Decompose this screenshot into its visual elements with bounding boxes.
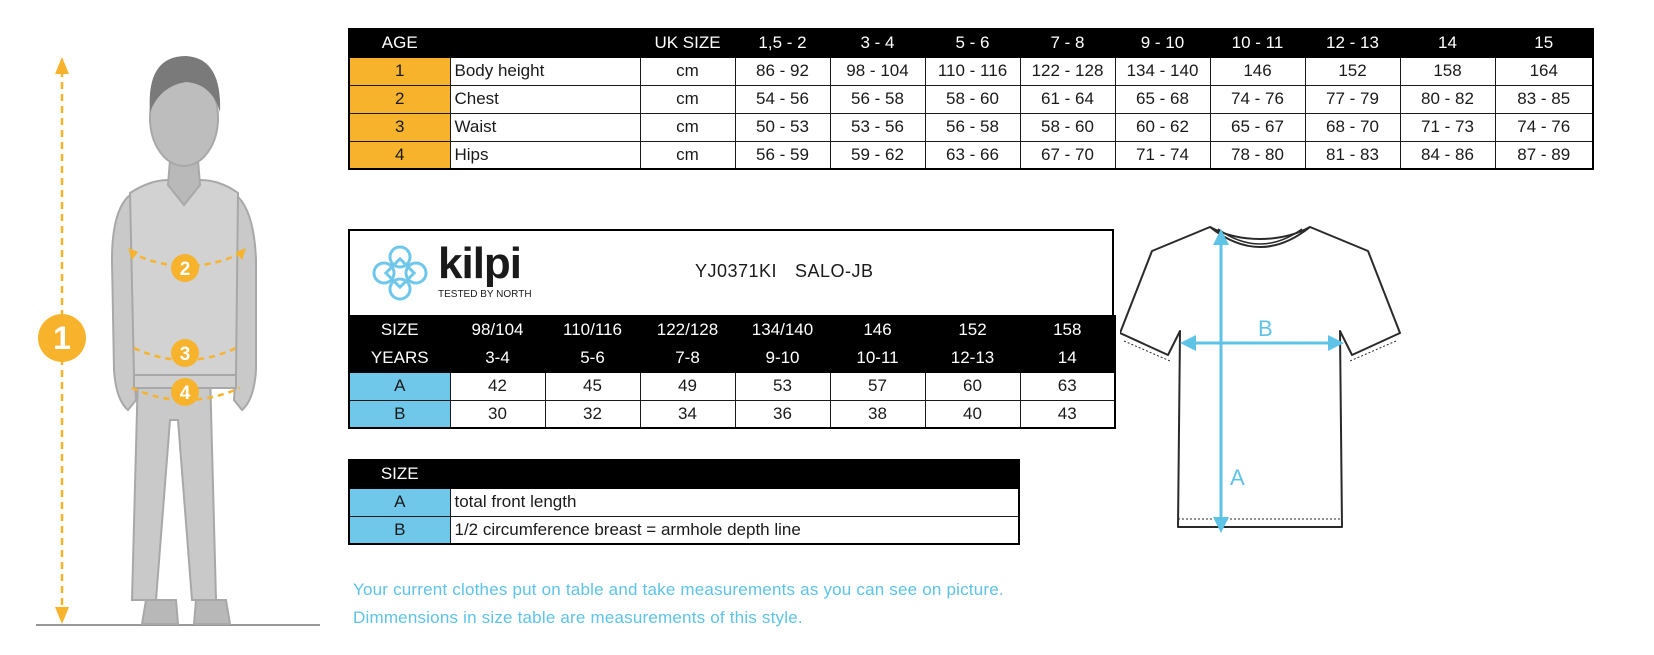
table-row [349, 516, 1019, 544]
value-cell: 83 - 85 [1495, 85, 1593, 113]
value-cell: 74 - 76 [1210, 85, 1305, 113]
value-cell: 36 [735, 400, 830, 428]
value-cell: 40 [925, 400, 1020, 428]
value-cell: 49 [640, 372, 735, 400]
legend-header-blank [450, 460, 1019, 488]
header-cell: AGE [349, 29, 450, 57]
value-cell: 87 - 89 [1495, 141, 1593, 169]
product-size-table [348, 315, 1116, 429]
header-cell: UK SIZE [640, 29, 735, 57]
measurement-name: Body height [450, 57, 640, 85]
row-number: 3 [349, 113, 450, 141]
value-cell: 84 - 86 [1400, 141, 1495, 169]
height-arrow-bottom [55, 607, 69, 624]
size-cell: 158 [1020, 316, 1115, 344]
value-cell: 65 - 68 [1115, 85, 1210, 113]
table-row [349, 85, 1593, 113]
header-cell: 1,5 - 2 [735, 29, 830, 57]
value-cell: 56 - 59 [735, 141, 830, 169]
size-cell: 98/104 [450, 316, 545, 344]
unit-cell: cm [640, 113, 735, 141]
value-cell: 60 - 62 [1115, 113, 1210, 141]
years-cell: 12-13 [925, 344, 1020, 372]
brand-tagline: TESTED BY NORTH [438, 289, 532, 300]
value-cell: 80 - 82 [1400, 85, 1495, 113]
header-cell: 14 [1400, 29, 1495, 57]
value-cell: 38 [830, 400, 925, 428]
table-row [349, 488, 1019, 516]
value-cell: 67 - 70 [1020, 141, 1115, 169]
value-cell: 56 - 58 [925, 113, 1020, 141]
height-arrow-top [55, 57, 69, 74]
value-cell: 32 [545, 400, 640, 428]
value-cell: 65 - 67 [1210, 113, 1305, 141]
value-cell: 30 [450, 400, 545, 428]
years-cell: 14 [1020, 344, 1115, 372]
value-cell: 86 - 92 [735, 57, 830, 85]
value-cell: 152 [1305, 57, 1400, 85]
value-cell: 59 - 62 [830, 141, 925, 169]
row-letter: A [349, 372, 450, 400]
years-cell: 7-8 [640, 344, 735, 372]
legend-description: total front length [450, 488, 1019, 516]
legend-header-cell: SIZE [349, 460, 450, 488]
value-cell: 78 - 80 [1210, 141, 1305, 169]
value-cell: 45 [545, 372, 640, 400]
table-row [349, 141, 1593, 169]
unit-cell: cm [640, 141, 735, 169]
table-row [349, 113, 1593, 141]
product-header-box [348, 229, 1114, 315]
marker-2-label: 2 [179, 259, 191, 280]
size-cell: 110/116 [545, 316, 640, 344]
header-cell: 9 - 10 [1115, 29, 1210, 57]
age-size-table [348, 28, 1594, 170]
top-table-header [349, 29, 1593, 57]
value-cell: 122 - 128 [1020, 57, 1115, 85]
measurement-name: Waist [450, 113, 640, 141]
brand-name: kilpi [438, 239, 522, 288]
value-cell: 57 [830, 372, 925, 400]
value-cell: 60 [925, 372, 1020, 400]
dimensions-note: Dimmensions in size table are measurements of this style. [353, 608, 803, 627]
value-cell: 63 - 66 [925, 141, 1020, 169]
child-measurement-figure [0, 0, 340, 655]
value-cell: 146 [1210, 57, 1305, 85]
header-cell [450, 29, 640, 57]
value-cell: 54 - 56 [735, 85, 830, 113]
row-number: 4 [349, 141, 450, 169]
value-cell: 77 - 79 [1305, 85, 1400, 113]
years-cell: 5-6 [545, 344, 640, 372]
value-cell: 43 [1020, 400, 1115, 428]
header-cell: 10 - 11 [1210, 29, 1305, 57]
value-cell: 34 [640, 400, 735, 428]
years-cell: 9-10 [735, 344, 830, 372]
value-cell: 98 - 104 [830, 57, 925, 85]
row-letter: B [349, 400, 450, 428]
tshirt-outline [1120, 227, 1400, 527]
shirt-label-a: A [1230, 465, 1245, 490]
measurement-legend-table [348, 459, 1020, 545]
value-cell: 58 - 60 [925, 85, 1020, 113]
size-cell: 134/140 [735, 316, 830, 344]
legend-header [349, 460, 1019, 488]
instruction-note: Your current clothes put on table and take measurements as you can see on picture. [353, 580, 1004, 599]
row-number: 2 [349, 85, 450, 113]
value-cell: 50 - 53 [735, 113, 830, 141]
years-cell: YEARS [349, 344, 450, 372]
value-cell: 74 - 76 [1495, 113, 1593, 141]
value-cell: 56 - 58 [830, 85, 925, 113]
value-cell: 63 [1020, 372, 1115, 400]
value-cell: 164 [1495, 57, 1593, 85]
value-cell: 68 - 70 [1305, 113, 1400, 141]
header-cell: 3 - 4 [830, 29, 925, 57]
product-code: YJ0371KI [695, 261, 778, 281]
marker-1-label: 1 [53, 320, 71, 356]
size-row [349, 316, 1115, 344]
value-cell: 53 [735, 372, 830, 400]
legend-description: 1/2 circumference breast = armhole depth line [450, 516, 1019, 544]
value-cell: 58 - 60 [1020, 113, 1115, 141]
tshirt-diagram [1120, 215, 1420, 545]
table-row [349, 372, 1115, 400]
size-cell: 122/128 [640, 316, 735, 344]
value-cell: 158 [1400, 57, 1495, 85]
value-cell: 134 - 140 [1115, 57, 1210, 85]
header-cell: 12 - 13 [1305, 29, 1400, 57]
value-cell: 53 - 56 [830, 113, 925, 141]
years-cell: 3-4 [450, 344, 545, 372]
value-cell: 42 [450, 372, 545, 400]
header-cell: 7 - 8 [1020, 29, 1115, 57]
legend-letter: A [349, 488, 450, 516]
legend-letter: B [349, 516, 450, 544]
years-cell: 10-11 [830, 344, 925, 372]
kilpi-knot-logo-icon [368, 241, 432, 305]
size-cell: 146 [830, 316, 925, 344]
years-row [349, 344, 1115, 372]
header-cell: 15 [1495, 29, 1593, 57]
table-row [349, 400, 1115, 428]
shirt-label-b: B [1258, 316, 1273, 341]
value-cell: 61 - 64 [1020, 85, 1115, 113]
marker-3-label: 3 [179, 344, 191, 365]
unit-cell: cm [640, 85, 735, 113]
product-name: SALO-JB [795, 261, 874, 281]
measurement-name: Chest [450, 85, 640, 113]
row-number: 1 [349, 57, 450, 85]
value-cell: 71 - 74 [1115, 141, 1210, 169]
header-cell: 5 - 6 [925, 29, 1020, 57]
value-cell: 81 - 83 [1305, 141, 1400, 169]
marker-4-label: 4 [179, 383, 191, 404]
measurement-name: Hips [450, 141, 640, 169]
value-cell: 71 - 73 [1400, 113, 1495, 141]
unit-cell: cm [640, 57, 735, 85]
size-cell: 152 [925, 316, 1020, 344]
table-row [349, 57, 1593, 85]
value-cell: 110 - 116 [925, 57, 1020, 85]
size-cell: SIZE [349, 316, 450, 344]
